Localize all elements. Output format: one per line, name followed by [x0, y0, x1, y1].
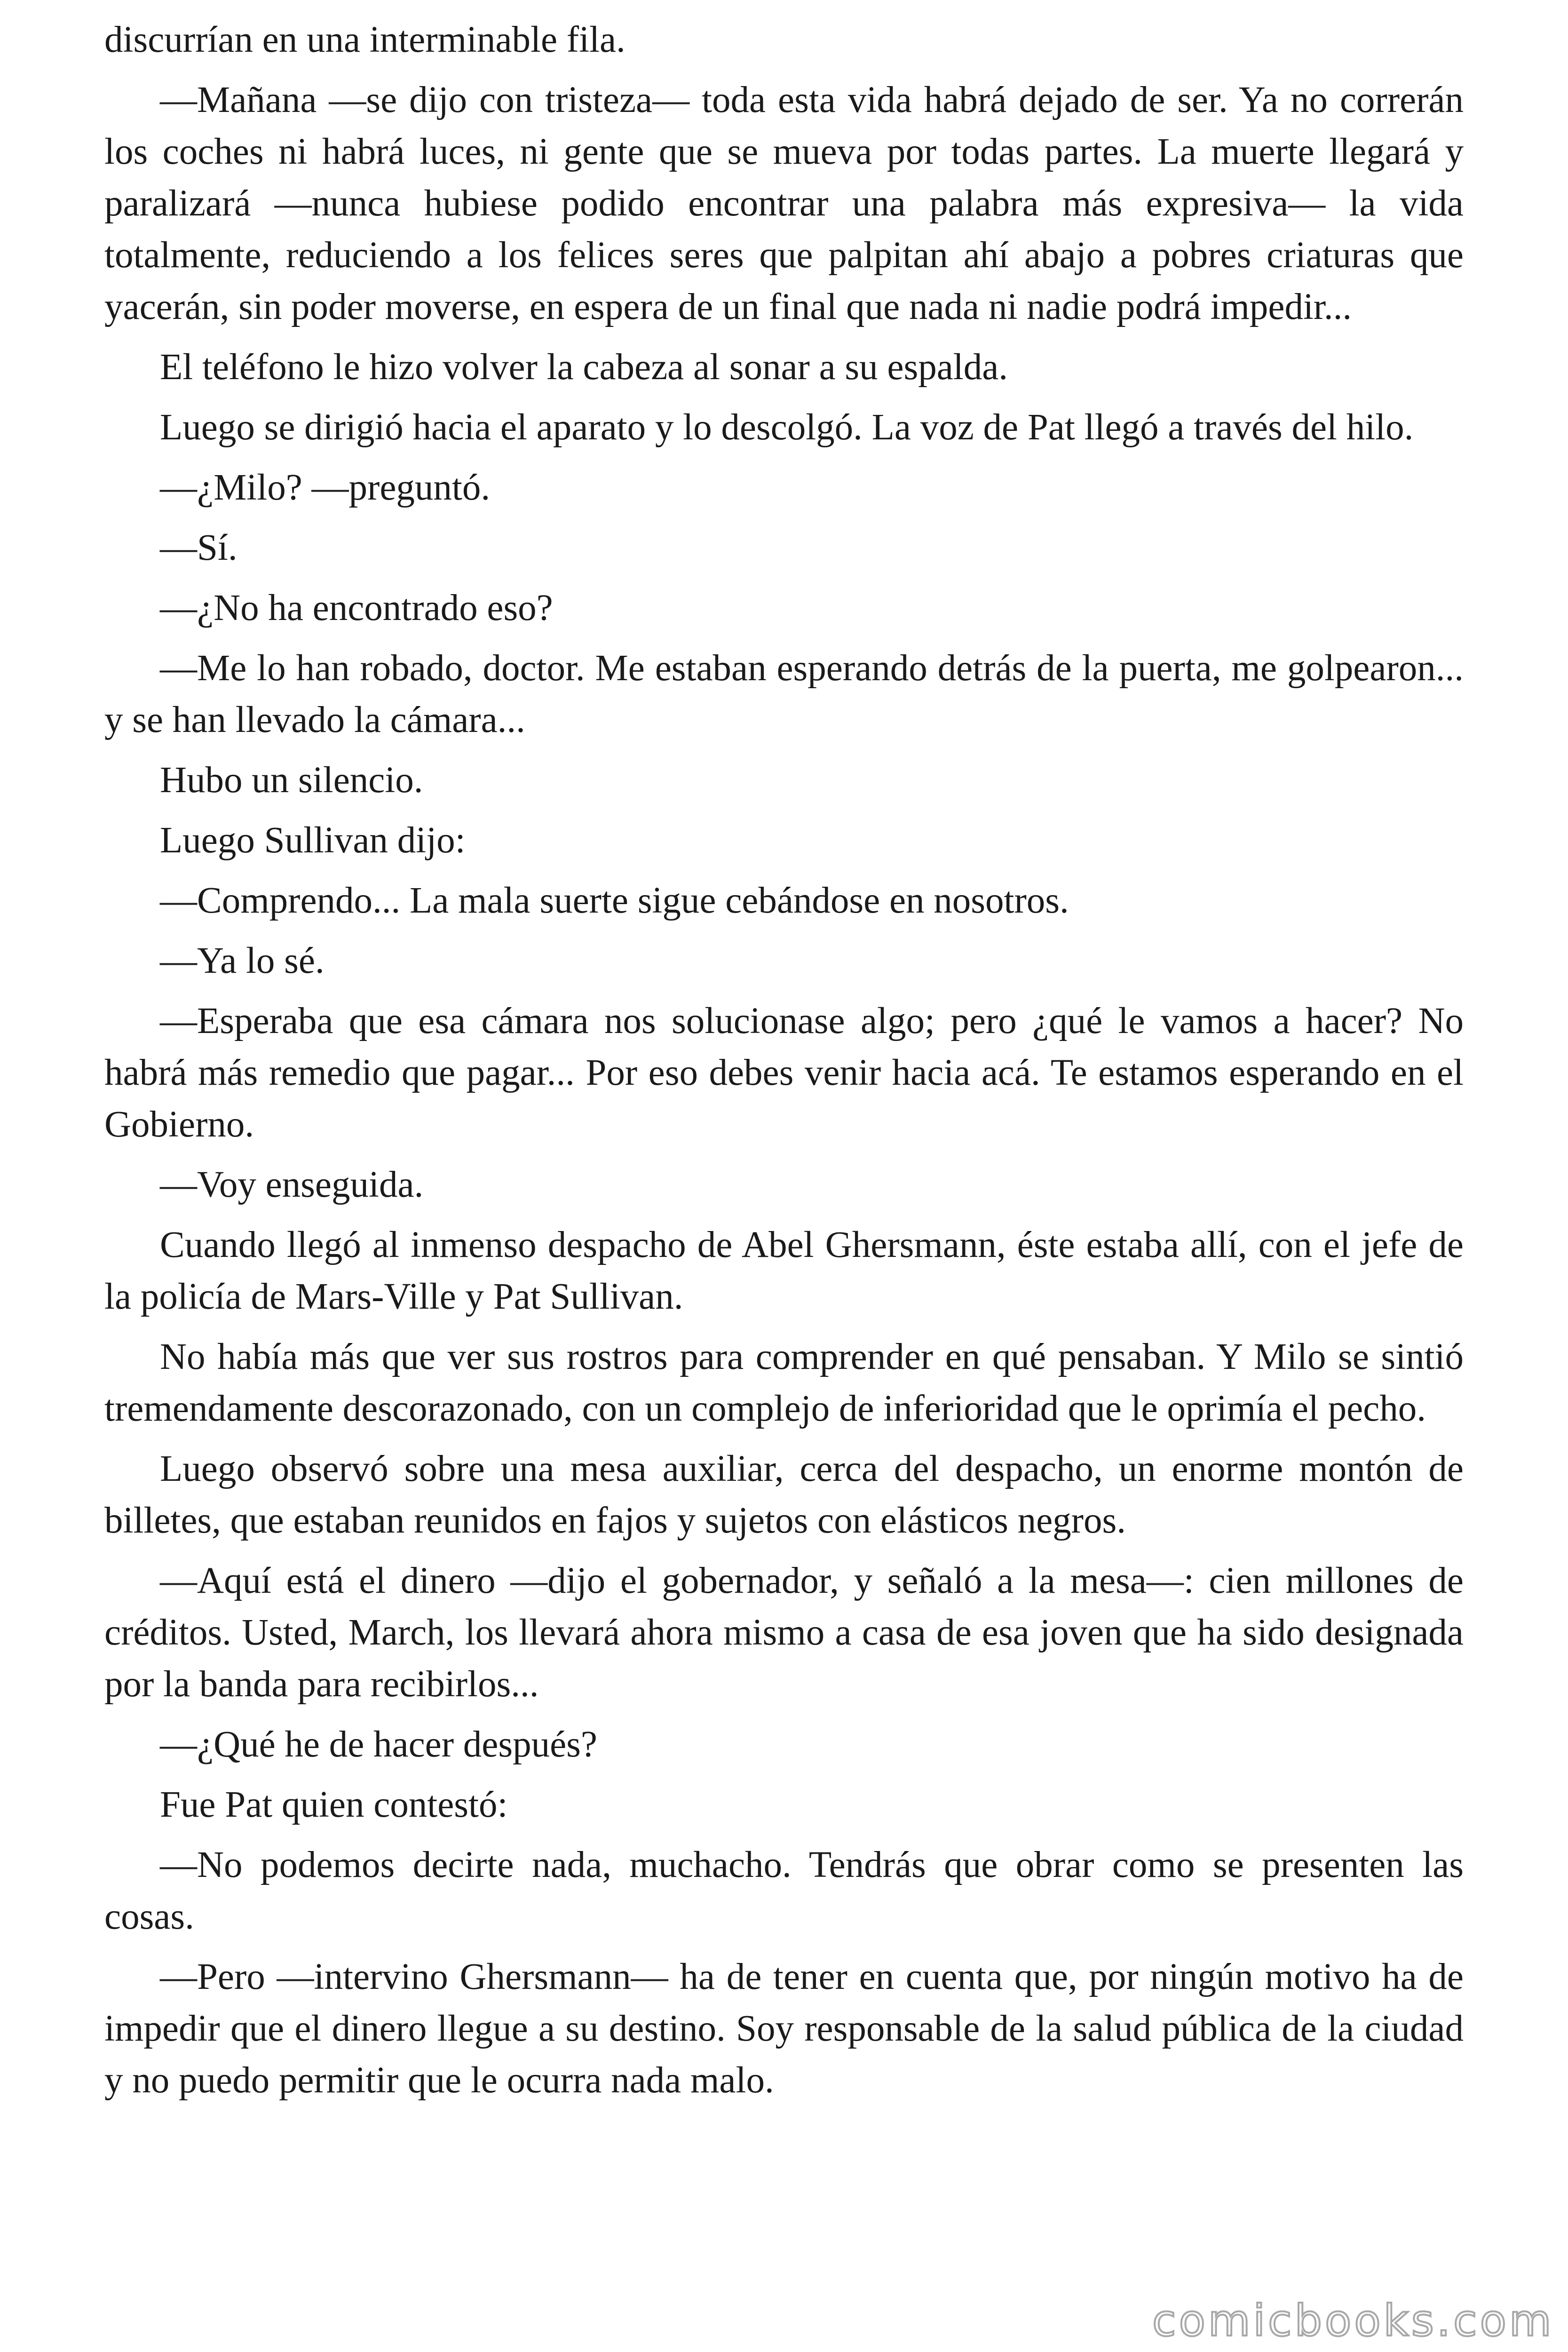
paragraph: —Esperaba que esa cámara nos solucionase algo; pero ¿qué le vamos a hacer? No habrá más remedio que pagar... Por eso debes venir hacia acá. Te estamos esperando en el Gobierno. [104, 1001, 1464, 1145]
paragraph: El teléfono le hizo volver la cabeza al sonar a su espalda. [160, 347, 1008, 388]
paragraph: Fue Pat quien contestó: [160, 1784, 508, 1825]
paragraph: Luego observó sobre una mesa auxiliar, cerca del despacho, un enorme montón de billetes, que estaban reunidos en fajos y sujetos con elásticos negros. [104, 1448, 1464, 1541]
paragraph: —¿Qué he de hacer después? [160, 1724, 597, 1765]
paragraph: —Ya lo sé. [160, 940, 325, 981]
paragraph: No había más que ver sus rostros para comprender en qué pensaban. Y Milo se sintió tremendamente descorazonado, con un complejo de inferioridad que le oprimía el pecho. [104, 1336, 1464, 1429]
paragraph: —No podemos decirte nada, muchacho. Tendrás que obrar como se presenten las cosas. [104, 1844, 1464, 1937]
paragraph: —Mañana —se dijo con tristeza— toda esta vida habrá dejado de ser. Ya no correrán los coches ni habrá luces, ni gente que se mueva por todas partes. La muerte llegará y paralizará —nunca hubiese podido encontrar una palabra más expresiva— la vida totalmente, reduciendo a los felices seres que palpitan ahí abajo a pobres criaturas que yacerán, sin poder moverse, en espera de un final que nada ni nadie podrá impedir... [104, 79, 1464, 327]
paragraph: Luego se dirigió hacia el aparato y lo descolgó. La voz de Pat llegó a través del hilo. [160, 407, 1414, 448]
paragraph: discurrían en una interminable fila. [104, 19, 626, 60]
paragraph: —Pero —intervino Ghersmann— ha de tener en cuenta que, por ningún motivo ha de impedir que el dinero llegue a su destino. Soy responsable de la salud pública de la ciudad y no puedo permitir que le ocurra nada malo. [104, 1956, 1464, 2101]
paragraph: —Comprendo... La mala suerte sigue cebándose en nosotros. [160, 880, 1069, 921]
paragraph: —¿Milo? —preguntó. [160, 467, 491, 508]
paragraph: —Aquí está el dinero —dijo el gobernador, y señaló a la mesa—: cien millones de créditos. Usted, March, los llevará ahora mismo a casa de esa joven que ha sido designada por la banda para recibirlos... [104, 1560, 1464, 1705]
watermark-logo: comicbooks.com [1152, 2296, 1554, 2346]
paragraph: —Me lo han robado, doctor. Me estaban esperando detrás de la puerta, me golpearon... y se han llevado la cámara... [104, 648, 1464, 740]
paragraph: —¿No ha encontrado eso? [160, 588, 553, 628]
paragraph: —Sí. [160, 527, 238, 568]
paragraph: Luego Sullivan dijo: [160, 820, 466, 861]
paragraph: —Voy enseguida. [160, 1164, 424, 1205]
paragraph: Hubo un silencio. [160, 760, 423, 801]
paragraph: Cuando llegó al inmenso despacho de Abel Ghersmann, éste estaba allí, con el jefe de la policía de Mars-Ville y Pat Sullivan. [104, 1224, 1464, 1317]
document-page [104, 14, 1464, 2115]
